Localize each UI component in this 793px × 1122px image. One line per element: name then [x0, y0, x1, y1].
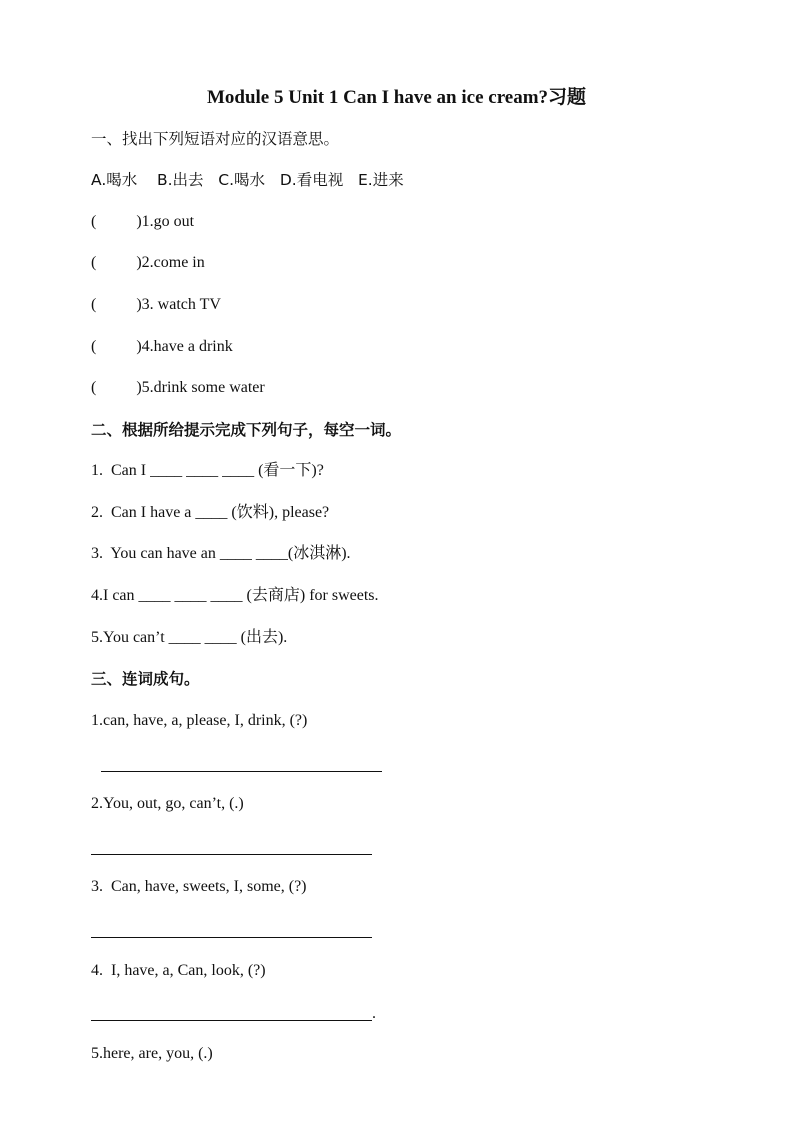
section1-item-2: ( )2.come in [91, 254, 205, 271]
section3-heading: 三、连词成句。 [91, 670, 200, 688]
section2-item-3: 3. You can have an ____ ____(冰淇淋). [91, 545, 351, 562]
section1-item-3: ( )3. watch TV [91, 296, 221, 313]
section1-heading: 一、找出下列短语对应的汉语意思。 [91, 130, 340, 148]
answer-line-4-period: . [372, 1005, 376, 1022]
section3-item-3: 3. Can, have, sweets, I, some, (?) [91, 878, 307, 895]
answer-line-2 [91, 854, 372, 855]
section1-item-4: ( )4.have a drink [91, 338, 233, 355]
answer-line-4 [91, 1020, 372, 1021]
section1-options: A.喝水 B.出去 C.喝水 D.看电视 E.进来 [91, 171, 404, 189]
section3-item-5: 5.here, are, you, (.) [91, 1045, 213, 1062]
section2-item-2: 2. Can I have a ____ (饮料), please? [91, 504, 330, 521]
page-title: Module 5 Unit 1 Can I have an ice cream?习题 [206, 87, 587, 108]
section3-item-4: 4. I, have, a, Can, look, (?) [91, 962, 266, 979]
section1-item-5: ( )5.drink some water [91, 379, 265, 396]
answer-line-1 [101, 771, 382, 772]
section2-heading: 二、根据所给提示完成下列句子，每空一词。 [91, 421, 402, 439]
section2-item-1: 1. Can I ____ ____ ____ (看一下)? [91, 462, 324, 479]
section2-item-5: 5.You can’t ____ ____ (出去). [91, 629, 288, 646]
section3-item-1: 1.can, have, a, please, I, drink, (?) [91, 712, 308, 729]
section3-item-2: 2.You, out, go, can’t, (.) [91, 795, 244, 812]
section2-item-4: 4.I can ____ ____ ____ (去商店) for sweets. [91, 587, 379, 604]
answer-line-3 [91, 937, 372, 938]
section1-item-1: ( )1.go out [91, 213, 195, 230]
